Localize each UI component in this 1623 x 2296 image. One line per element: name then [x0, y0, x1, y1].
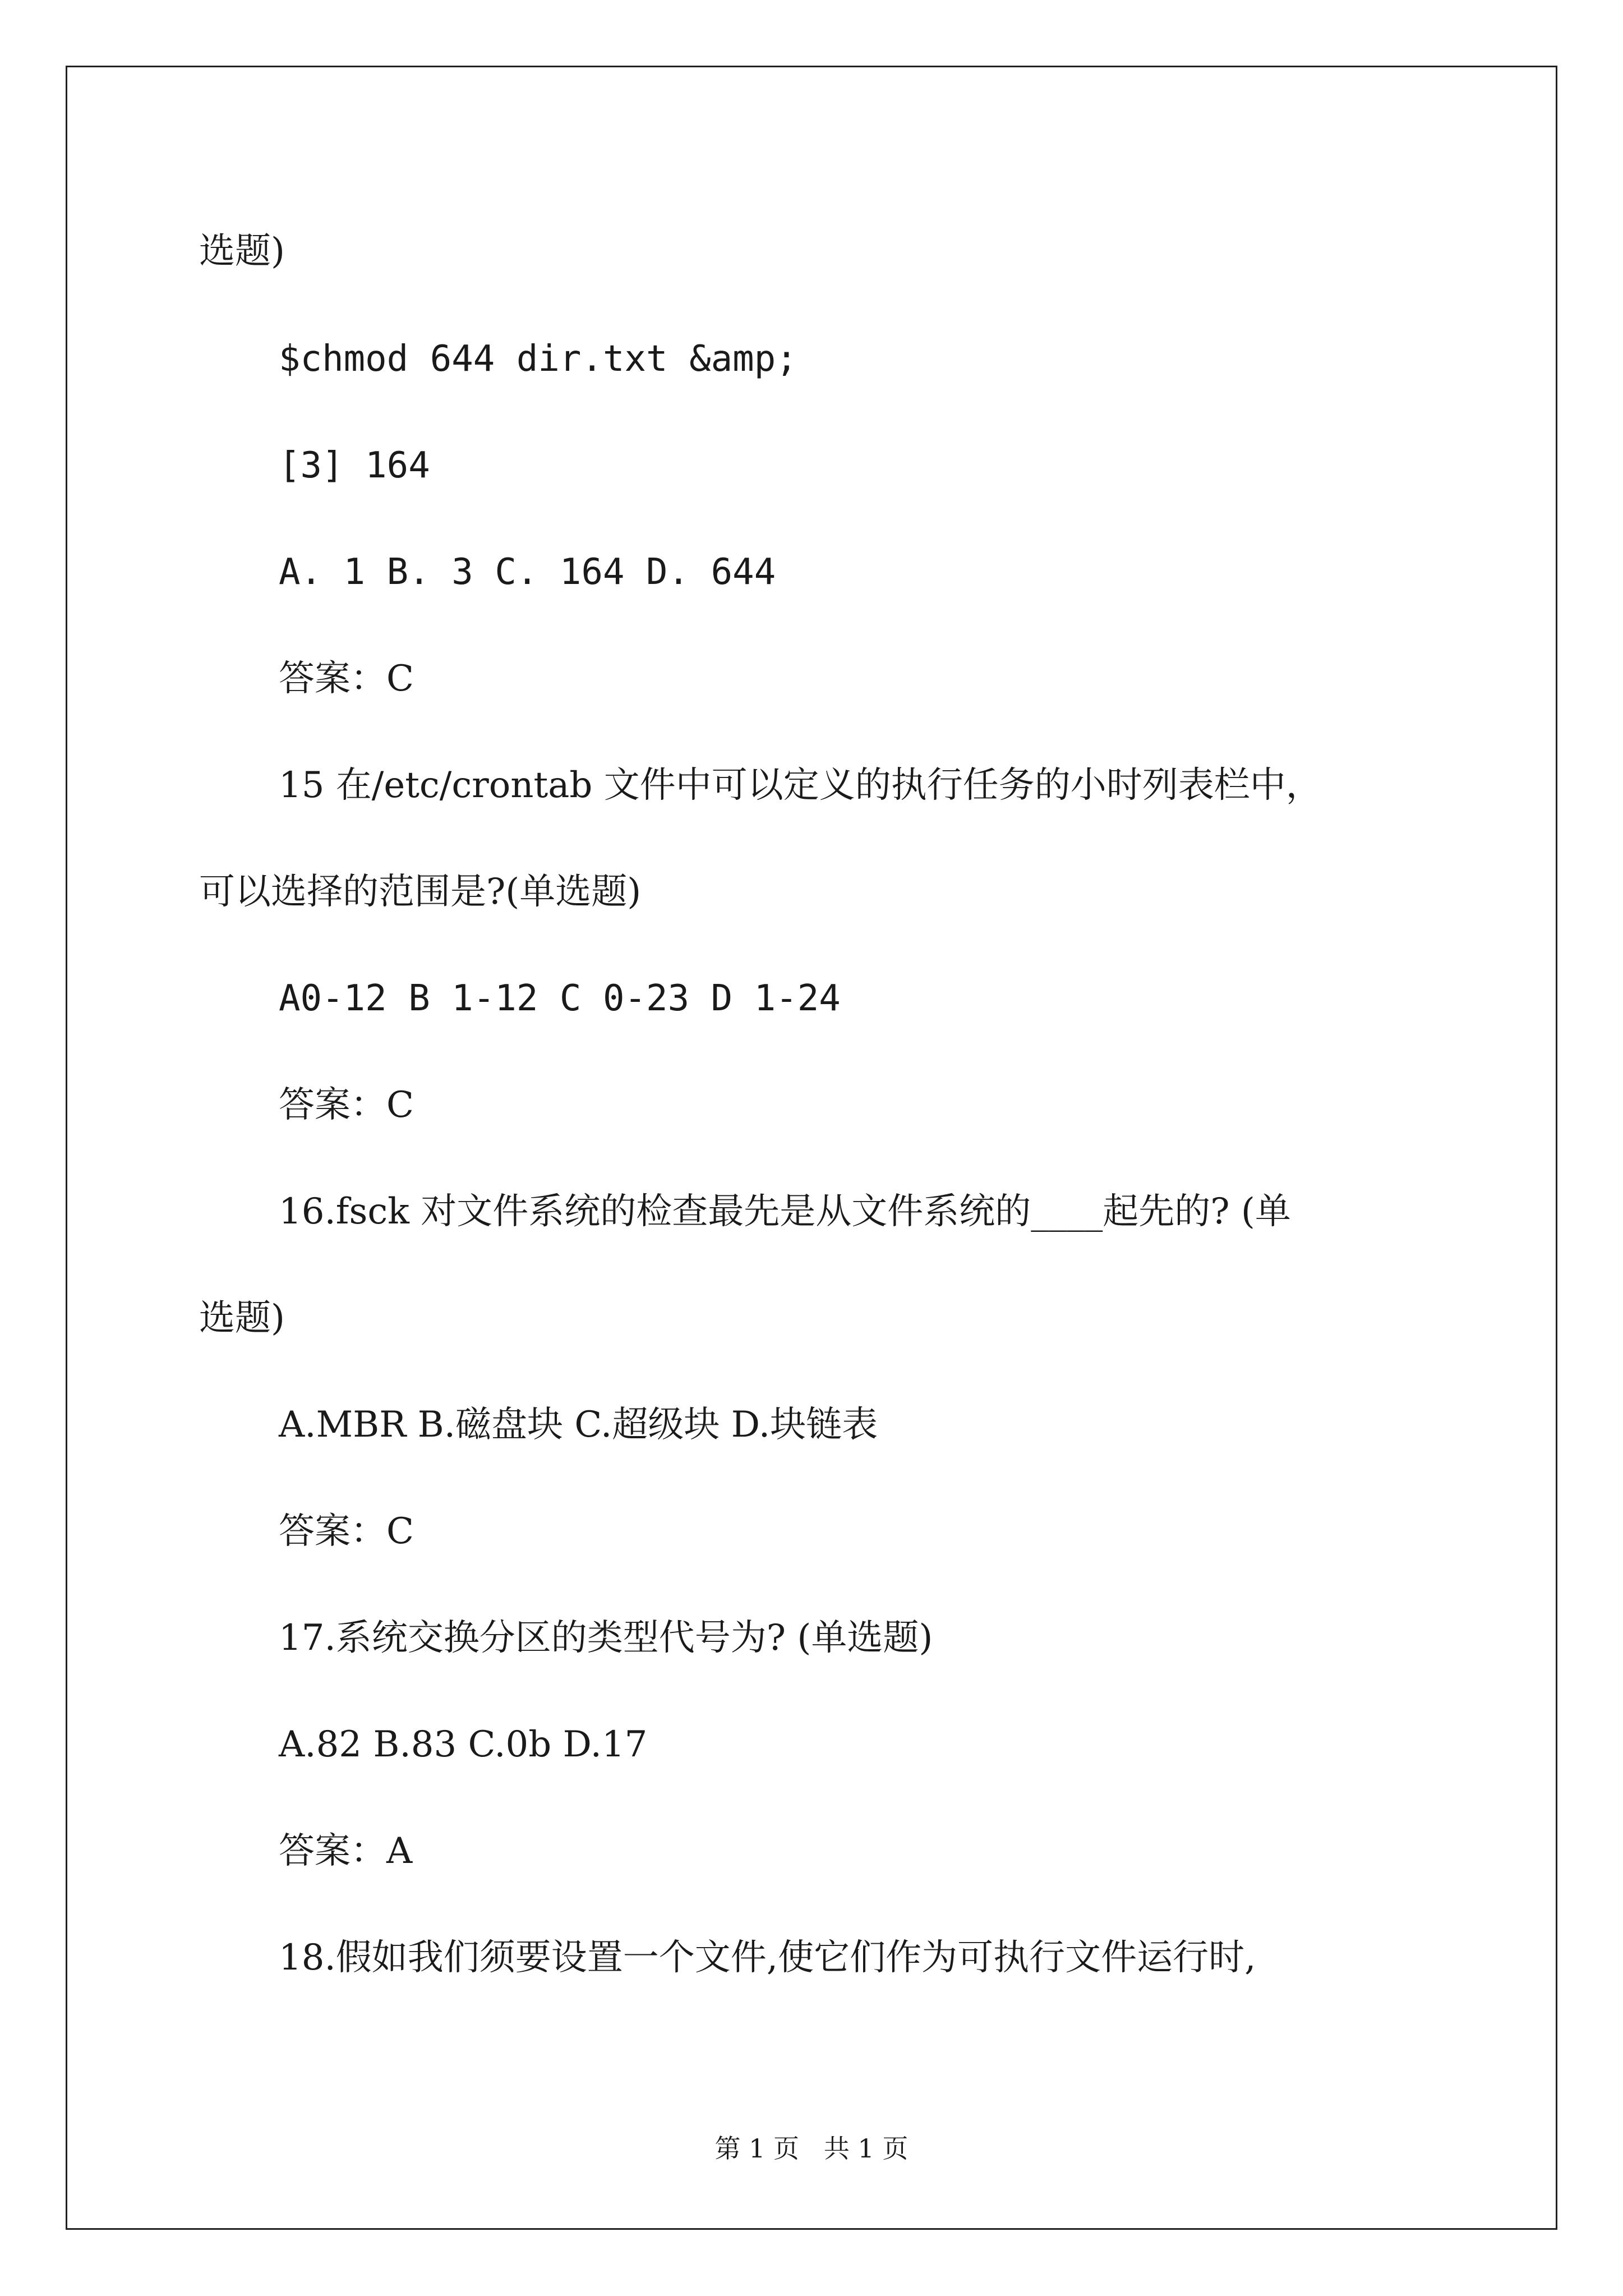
answer-line: 答案：C [279, 1511, 414, 1552]
question-line: 16.fsck 对文件系统的检查最先是从文件系统的____起先的? (单 [279, 1191, 1291, 1232]
options-line: A.82 B.83 C.0b D.17 [279, 1724, 648, 1765]
page-border [66, 66, 1557, 2230]
answer-line: 答案：C [279, 1084, 414, 1126]
answer-line: 答案：C [279, 658, 414, 700]
text-line: $chmod 644 dir.txt &amp; [279, 338, 797, 380]
answer-line: 答案：A [279, 1830, 413, 1872]
question-line: 17.系统交换分区的类型代号为? (单选题) [279, 1617, 933, 1659]
text-line: A. 1 B. 3 C. 164 D. 644 [279, 551, 776, 593]
question-line: 选题) [199, 1297, 285, 1339]
question-line: 可以选择的范围是?(单选题) [199, 871, 642, 913]
text-line: [3] 164 [279, 445, 430, 486]
question-line: 18.假如我们须要设置一个文件,使它们作为可执行文件运行时, [279, 1937, 1256, 1978]
page-footer: 第 1 页 共 1 页 [714, 2133, 909, 2164]
options-line: A0-12 B 1-12 C 0-23 D 1-24 [279, 978, 841, 1019]
question-line: 15 在/etc/crontab 文件中可以定义的执行任务的小时列表栏中， [279, 765, 1322, 806]
options-line: A.MBR B.磁盘块 C.超级块 D.块链表 [279, 1404, 878, 1446]
text-line: 选题) [199, 231, 285, 272]
